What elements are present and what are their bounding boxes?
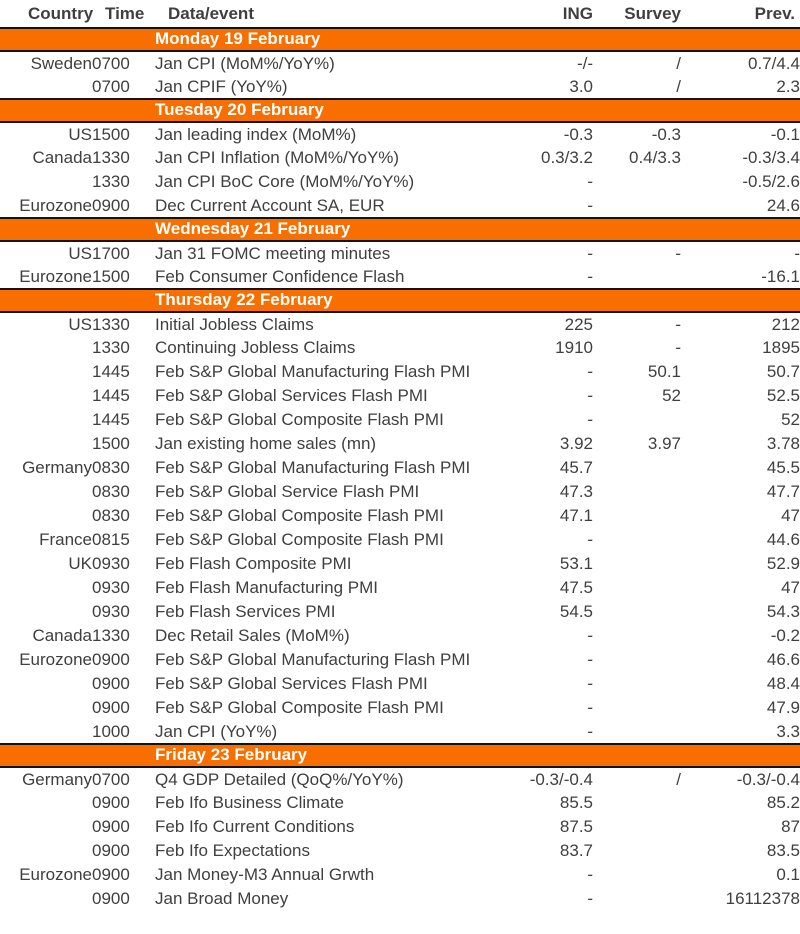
day-band-row bbox=[0, 744, 800, 767]
cell-country bbox=[0, 791, 92, 815]
day-band-label: Friday 23 February bbox=[0, 744, 800, 767]
cell-ing-forecast: - bbox=[587, 721, 593, 741]
cell-ing-forecast: - bbox=[587, 698, 593, 717]
cell-time: 0830 bbox=[92, 506, 130, 525]
event-row bbox=[0, 360, 800, 384]
cell-time: 0930 bbox=[92, 578, 130, 597]
cell-survey bbox=[593, 600, 681, 624]
cell-survey bbox=[593, 720, 681, 744]
cell-country: France bbox=[39, 530, 92, 549]
cell-ing-forecast: - bbox=[587, 172, 593, 191]
cell-ing-forecast: 47.1 bbox=[559, 506, 593, 525]
cell-country: Eurozone bbox=[19, 650, 92, 669]
cell-time: 0900 bbox=[92, 650, 130, 669]
event-row bbox=[0, 672, 800, 696]
cell-survey: / bbox=[676, 76, 681, 96]
cell-survey bbox=[593, 408, 681, 432]
event-row bbox=[0, 863, 800, 887]
cell-previous: 1895 bbox=[762, 338, 800, 357]
cell-event: Feb Flash Composite PMI bbox=[155, 554, 352, 573]
cell-survey bbox=[593, 552, 681, 576]
cell-time: 0930 bbox=[92, 554, 130, 573]
cell-country bbox=[0, 576, 92, 600]
cell-event: Feb Ifo Business Climate bbox=[155, 793, 344, 812]
cell-country: US bbox=[68, 124, 92, 144]
cell-survey: / bbox=[676, 769, 681, 789]
cell-event: Q4 GDP Detailed (QoQ%/YoY%) bbox=[155, 769, 404, 789]
cell-previous: 24.6 bbox=[766, 195, 800, 215]
cell-event: Jan CPIF (YoY%) bbox=[155, 76, 288, 96]
cell-previous: -0.3/-0.4 bbox=[736, 769, 800, 789]
cell-ing-forecast: - bbox=[587, 266, 593, 286]
cell-event: Feb S&P Global Manufacturing Flash PMI bbox=[155, 362, 471, 381]
cell-ing-forecast: 54.5 bbox=[559, 602, 593, 621]
cell-country bbox=[0, 600, 92, 624]
cell-country bbox=[0, 432, 92, 456]
cell-ing-forecast: - bbox=[587, 650, 593, 669]
cell-time: 0900 bbox=[92, 195, 130, 215]
cell-country bbox=[0, 839, 92, 863]
cell-previous: 54.3 bbox=[766, 602, 800, 621]
cell-ing-forecast: 3.0 bbox=[569, 76, 593, 96]
cell-time: 1500 bbox=[92, 124, 130, 144]
cell-country bbox=[0, 672, 92, 696]
event-row bbox=[0, 51, 800, 75]
cell-event: Feb Flash Services PMI bbox=[155, 602, 336, 621]
event-row bbox=[0, 504, 800, 528]
event-row bbox=[0, 170, 800, 194]
cell-country: Sweden bbox=[30, 53, 92, 73]
cell-survey bbox=[593, 528, 681, 552]
cell-country bbox=[0, 696, 92, 720]
cell-event: Feb S&P Global Services Flash PMI bbox=[155, 674, 428, 693]
cell-ing-forecast: 1910 bbox=[555, 338, 593, 357]
table-header-row bbox=[0, 0, 800, 28]
cell-previous: 2.3 bbox=[776, 76, 800, 96]
event-row bbox=[0, 767, 800, 791]
cell-time: 0700 bbox=[92, 53, 130, 73]
cell-ing-forecast: 53.1 bbox=[559, 554, 593, 573]
cell-previous: 52 bbox=[781, 410, 800, 429]
cell-previous: -0.1 bbox=[770, 124, 800, 144]
cell-ing-forecast: 47.5 bbox=[559, 578, 593, 597]
cell-event: Feb Consumer Confidence Flash bbox=[155, 266, 405, 286]
cell-previous: -0.2 bbox=[770, 626, 800, 645]
cell-event: Jan CPI (YoY%) bbox=[155, 721, 278, 741]
cell-event: Jan existing home sales (mn) bbox=[155, 434, 377, 453]
cell-previous: 48.4 bbox=[766, 674, 800, 693]
cell-time: 1000 bbox=[92, 721, 130, 741]
day-band-label: Thursday 22 February bbox=[0, 289, 800, 312]
cell-time: 0900 bbox=[92, 841, 130, 860]
day-band-row bbox=[0, 289, 800, 312]
cell-event: Jan CPI BoC Core (MoM%/YoY%) bbox=[155, 172, 415, 191]
event-row bbox=[0, 624, 800, 648]
cell-survey bbox=[593, 648, 681, 672]
cell-ing-forecast: - bbox=[587, 674, 593, 693]
cell-survey bbox=[593, 194, 681, 218]
day-band-label: Tuesday 20 February bbox=[0, 99, 800, 122]
cell-ing-forecast: 0.3/3.2 bbox=[541, 148, 593, 167]
cell-event: Jan leading index (MoM%) bbox=[155, 124, 357, 144]
cell-time: 1445 bbox=[92, 362, 130, 381]
cell-previous: 50.7 bbox=[766, 362, 800, 381]
event-row bbox=[0, 648, 800, 672]
day-band-row bbox=[0, 28, 800, 51]
cell-event: Jan CPI Inflation (MoM%/YoY%) bbox=[155, 148, 400, 167]
cell-time: 1500 bbox=[92, 434, 130, 453]
cell-country: Canada bbox=[32, 626, 92, 645]
cell-time: 1330 bbox=[92, 172, 130, 191]
cell-time: 1700 bbox=[92, 243, 130, 263]
day-band-row bbox=[0, 99, 800, 122]
cell-event: Feb S&P Global Manufacturing Flash PMI bbox=[155, 650, 471, 669]
event-row bbox=[0, 408, 800, 432]
cell-country: Germany bbox=[22, 769, 92, 789]
cell-event: Feb Flash Manufacturing PMI bbox=[155, 578, 378, 597]
cell-event: Feb S&P Global Manufacturing Flash PMI bbox=[155, 458, 471, 477]
cell-time: 0815 bbox=[92, 530, 130, 549]
cell-country bbox=[0, 480, 92, 504]
cell-survey: 52 bbox=[662, 386, 681, 405]
cell-ing-forecast: - bbox=[587, 530, 593, 549]
cell-country bbox=[0, 504, 92, 528]
cell-ing-forecast: - bbox=[587, 410, 593, 429]
cell-survey bbox=[593, 863, 681, 887]
cell-ing-forecast: - bbox=[587, 386, 593, 405]
cell-previous: 44.6 bbox=[766, 530, 800, 549]
cell-previous: 47 bbox=[781, 578, 800, 597]
event-row bbox=[0, 122, 800, 146]
day-band-label: Monday 19 February bbox=[0, 28, 800, 51]
cell-time: 1445 bbox=[92, 410, 130, 429]
cell-country: US bbox=[68, 314, 92, 334]
cell-country: Eurozone bbox=[19, 865, 92, 884]
cell-previous: 212 bbox=[771, 314, 800, 334]
cell-time: 0700 bbox=[92, 769, 130, 789]
cell-ing-forecast: - bbox=[587, 195, 593, 215]
cell-event: Initial Jobless Claims bbox=[155, 314, 314, 334]
cell-survey: - bbox=[675, 314, 681, 334]
event-row bbox=[0, 265, 800, 289]
event-row bbox=[0, 241, 800, 265]
cell-event: Jan Money-M3 Annual Grwth bbox=[155, 865, 375, 884]
event-row bbox=[0, 75, 800, 99]
event-row bbox=[0, 432, 800, 456]
cell-event: Feb Ifo Current Conditions bbox=[155, 817, 355, 836]
cell-previous: 47 bbox=[781, 506, 800, 525]
cell-survey bbox=[593, 170, 681, 194]
cell-ing-forecast: - bbox=[587, 865, 593, 884]
cell-event: Jan Broad Money bbox=[155, 889, 289, 908]
cell-survey: -0.3 bbox=[651, 124, 681, 144]
cell-country bbox=[0, 408, 92, 432]
cell-country bbox=[0, 75, 92, 99]
calendar-body bbox=[0, 28, 800, 911]
col-header-time: Time bbox=[105, 3, 145, 23]
cell-survey bbox=[593, 456, 681, 480]
cell-event: Feb S&P Global Composite Flash PMI bbox=[155, 698, 444, 717]
cell-ing-forecast: 225 bbox=[564, 314, 593, 334]
cell-country bbox=[0, 815, 92, 839]
cell-time: 0830 bbox=[92, 458, 130, 477]
cell-event: Jan 31 FOMC meeting minutes bbox=[155, 243, 391, 263]
cell-survey bbox=[593, 672, 681, 696]
event-row bbox=[0, 336, 800, 360]
cell-time: 1500 bbox=[92, 266, 130, 286]
cell-country: Canada bbox=[32, 148, 92, 167]
cell-time: 0830 bbox=[92, 482, 130, 501]
cell-survey bbox=[593, 791, 681, 815]
cell-previous: 85.2 bbox=[766, 793, 800, 812]
cell-previous: 52.5 bbox=[766, 386, 800, 405]
cell-country bbox=[0, 360, 92, 384]
cell-ing-forecast: - bbox=[587, 889, 593, 908]
col-header-data-event: Data/event bbox=[168, 3, 254, 23]
cell-survey bbox=[593, 696, 681, 720]
event-row bbox=[0, 194, 800, 218]
cell-time: 1330 bbox=[92, 148, 130, 167]
cell-country bbox=[0, 384, 92, 408]
cell-ing-forecast: - bbox=[587, 362, 593, 381]
cell-time: 0900 bbox=[92, 698, 130, 717]
event-row bbox=[0, 528, 800, 552]
cell-country: Eurozone bbox=[19, 195, 92, 215]
cell-ing-forecast: - bbox=[587, 626, 593, 645]
cell-event: Feb S&P Global Services Flash PMI bbox=[155, 386, 428, 405]
cell-ing-forecast: 3.92 bbox=[559, 434, 593, 453]
day-band-row bbox=[0, 218, 800, 241]
cell-survey bbox=[593, 504, 681, 528]
cell-country bbox=[0, 720, 92, 744]
cell-time: 1445 bbox=[92, 386, 130, 405]
cell-previous: 0.7/4.4 bbox=[748, 53, 800, 73]
event-row bbox=[0, 839, 800, 863]
cell-ing-forecast: 47.3 bbox=[559, 482, 593, 501]
cell-country bbox=[0, 170, 92, 194]
cell-previous: 45.5 bbox=[766, 458, 800, 477]
col-header-survey: Survey bbox=[624, 3, 681, 23]
cell-ing-forecast: 87.5 bbox=[559, 817, 593, 836]
cell-country: US bbox=[68, 243, 92, 263]
cell-country bbox=[0, 336, 92, 360]
cell-event: Feb S&P Global Composite Flash PMI bbox=[155, 530, 444, 549]
col-header-prev: Prev. bbox=[754, 3, 795, 23]
event-row bbox=[0, 480, 800, 504]
cell-survey: 0.4/3.3 bbox=[629, 148, 681, 167]
cell-time: 0900 bbox=[92, 674, 130, 693]
event-row bbox=[0, 600, 800, 624]
cell-ing-forecast: 83.7 bbox=[559, 841, 593, 860]
col-header-ing: ING bbox=[562, 3, 593, 23]
event-row bbox=[0, 696, 800, 720]
cell-event: Feb S&P Global Composite Flash PMI bbox=[155, 410, 444, 429]
cell-time: 1330 bbox=[92, 314, 130, 334]
event-row bbox=[0, 815, 800, 839]
cell-survey: 50.1 bbox=[647, 362, 681, 381]
cell-previous: 16112378 bbox=[725, 889, 800, 908]
cell-previous: -0.3/3.4 bbox=[742, 148, 800, 167]
cell-ing-forecast: 85.5 bbox=[559, 793, 593, 812]
cell-previous: 52.9 bbox=[766, 554, 800, 573]
cell-survey bbox=[593, 265, 681, 289]
cell-time: 0700 bbox=[92, 76, 130, 96]
cell-survey: / bbox=[676, 53, 681, 73]
cell-survey bbox=[593, 887, 681, 911]
cell-time: 0900 bbox=[92, 817, 130, 836]
cell-event: Continuing Jobless Claims bbox=[155, 338, 356, 357]
cell-time: 0900 bbox=[92, 793, 130, 812]
cell-country: Germany bbox=[22, 458, 92, 477]
event-row bbox=[0, 146, 800, 170]
cell-country: Eurozone bbox=[19, 266, 92, 286]
cell-previous: 83.5 bbox=[766, 841, 800, 860]
event-row bbox=[0, 720, 800, 744]
event-row bbox=[0, 791, 800, 815]
cell-survey bbox=[593, 815, 681, 839]
day-band-label: Wednesday 21 February bbox=[0, 218, 800, 241]
event-row bbox=[0, 576, 800, 600]
cell-ing-forecast: - bbox=[587, 243, 593, 263]
cell-previous: 46.6 bbox=[766, 650, 800, 669]
cell-previous: 3.3 bbox=[776, 721, 800, 741]
cell-country: UK bbox=[68, 554, 92, 573]
cell-event: Jan CPI (MoM%/YoY%) bbox=[155, 53, 335, 73]
cell-survey: - bbox=[675, 338, 681, 357]
cell-survey bbox=[593, 576, 681, 600]
event-row bbox=[0, 312, 800, 336]
cell-survey bbox=[593, 839, 681, 863]
cell-time: 1330 bbox=[92, 626, 130, 645]
cell-previous: 47.7 bbox=[766, 482, 800, 501]
cell-previous: -0.5/2.6 bbox=[742, 172, 800, 191]
cell-time: 1330 bbox=[92, 338, 130, 357]
cell-event: Feb S&P Global Service Flash PMI bbox=[155, 482, 420, 501]
cell-survey bbox=[593, 624, 681, 648]
cell-time: 0900 bbox=[92, 889, 130, 908]
event-row bbox=[0, 887, 800, 911]
event-row bbox=[0, 552, 800, 576]
cell-ing-forecast: -0.3/-0.4 bbox=[529, 769, 593, 789]
cell-previous: 3.78 bbox=[766, 434, 800, 453]
cell-previous: 47.9 bbox=[766, 698, 800, 717]
cell-time: 0900 bbox=[92, 865, 130, 884]
cell-ing-forecast: -/- bbox=[576, 53, 593, 73]
cell-ing-forecast: 45.7 bbox=[559, 458, 593, 477]
cell-previous: 87 bbox=[781, 817, 800, 836]
cell-ing-forecast: -0.3 bbox=[563, 124, 593, 144]
cell-time: 0930 bbox=[92, 602, 130, 621]
cell-previous: 0.1 bbox=[776, 865, 800, 884]
event-row bbox=[0, 456, 800, 480]
cell-event: Dec Retail Sales (MoM%) bbox=[155, 626, 350, 645]
cell-previous: -16.1 bbox=[761, 266, 800, 286]
cell-event: Dec Current Account SA, EUR bbox=[155, 195, 385, 215]
cell-survey: 3.97 bbox=[647, 434, 681, 453]
cell-previous: - bbox=[794, 243, 800, 263]
cell-event: Feb S&P Global Composite Flash PMI bbox=[155, 506, 444, 525]
cell-survey bbox=[593, 480, 681, 504]
cell-country bbox=[0, 887, 92, 911]
cell-event: Feb Ifo Expectations bbox=[155, 841, 310, 860]
event-row bbox=[0, 384, 800, 408]
col-header-country: Country bbox=[28, 3, 94, 23]
cell-survey: - bbox=[675, 243, 681, 263]
